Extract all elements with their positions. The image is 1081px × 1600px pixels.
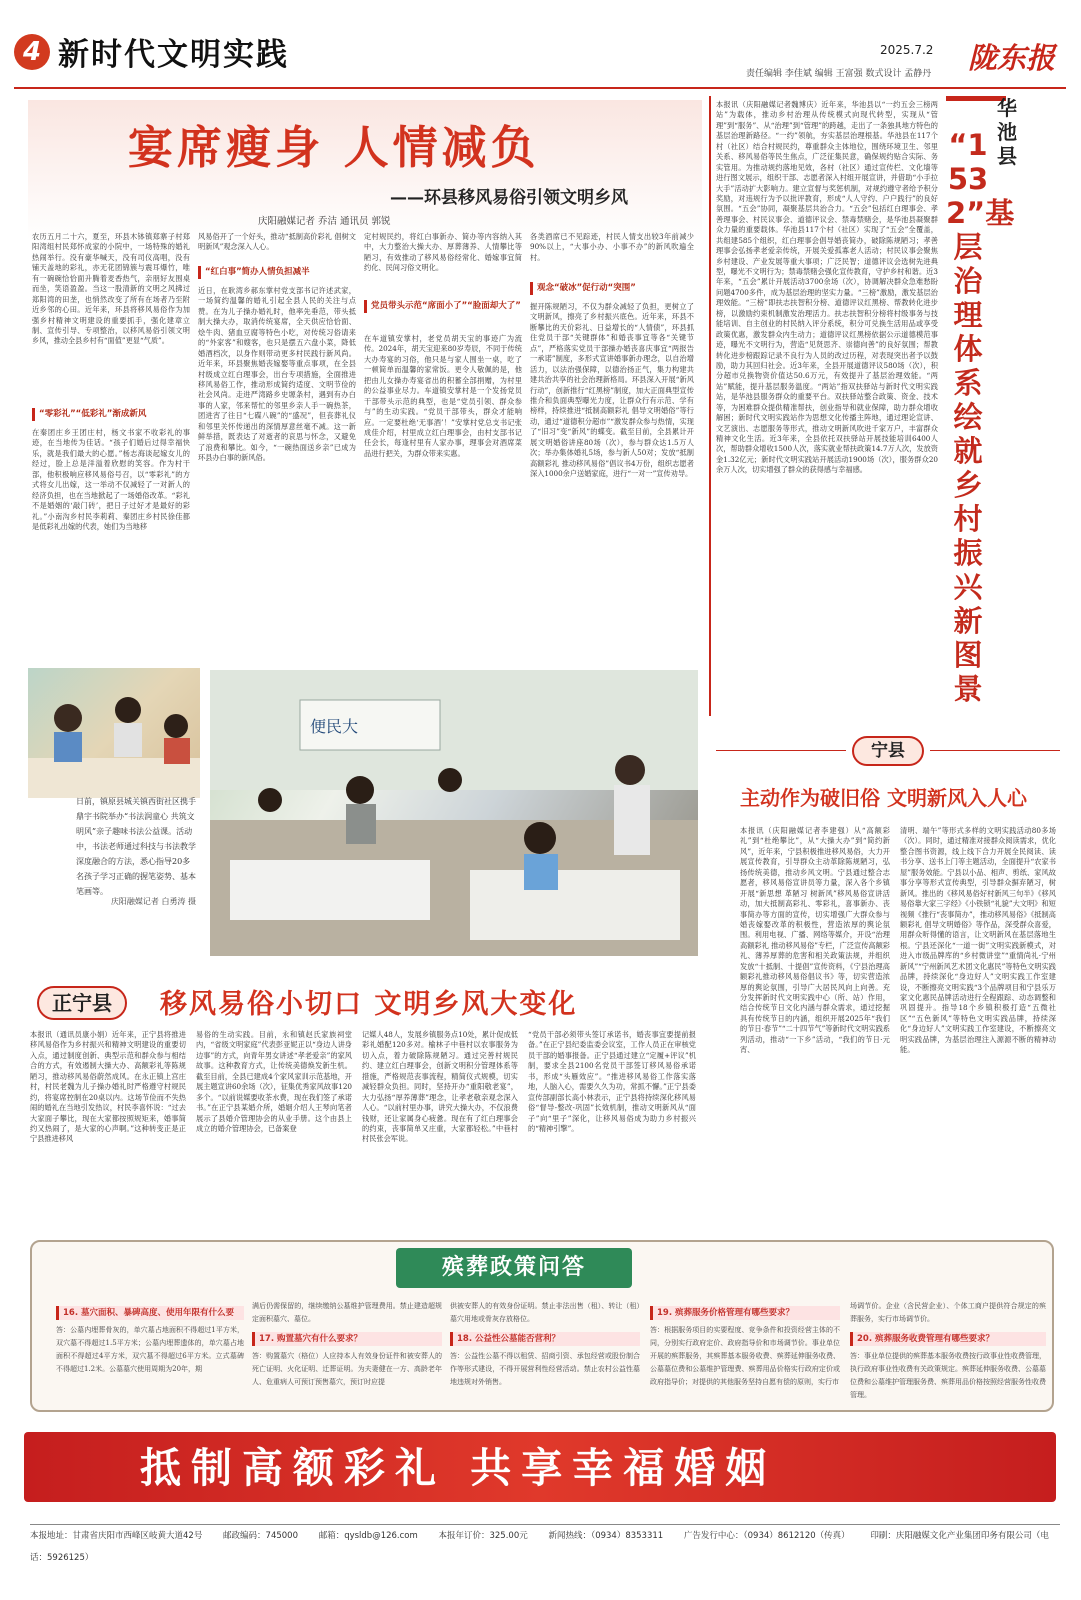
ningxian-rule-left <box>716 750 846 751</box>
answer-17-continued: 供被安葬人的有效身份证明。禁止非法出售（租）、转让（租）墓穴用地或骨灰存放格位。 <box>450 1302 640 1323</box>
footer-ad-center: 广告发行中心：（0934）8612120（传真） <box>683 1531 850 1541</box>
children-calligraphy-illustration <box>28 668 200 798</box>
question-16: 16. 墓穴面积、暴碑高度、使用年限有什么要 <box>56 1306 244 1320</box>
huachi-body: 本报讯（庆阳融媒记者魏博庆）近年来，华池县以“一约五会三榜两站”为载体，推动乡村治理从传统模式向现代转型，实现从“管理”到“服务”、从“治理”到“管理”的跨越，走出了一条独具地方特色的基层治理新路径。“一约”领航，夯实基层治理根基。华池县在117个村（社区）结合村规民约，尊重群众主体地位，围绕环境卫生、邻里关系、移风易俗等民生焦点，广泛征集民意，确保规约贴合实际、务实管用。为推动规约落地见效，各村（社区）通过宣传栏、文化墙等进行图文展示，组织干部、志愿者深入村组开展宣讲，并借助“小手拉大手”活动扩大影响力。建立宣督与奖惩机制，对规约遵守者给予积分奖励，对违规行为予以批评教育，形成“人人守约、户户践行”的良好氛围。“五会”协同，凝聚基层共治合力。“五会”包括红白理事会、孝善理事会、村民议事会、道德评议会、禁毒禁赌会，是华池县凝聚群众力量的重要载体。华池县117个村（社区）实现了“五会”全覆盖，共组建585个组织，红白理事会倡导婚丧简办，破除陈规陋习；孝善理事会弘扬孝老爱亲传统，开展关爱孤寡老人活动；村民议事会聚焦乡村建设、产业发展等重大事项；广泛民智；道德评议会选树先进典型，曝光不文明行为；禁毒禁赌会强化宣传教育，守护乡村和谐。近3年来，“五会”累计开展活动3700余场（次），协调解决群众急难愁盼问题4700多件，成为基层治理的坚实力量。“三榜”激励，激发基层治理效能。“三榜”即扶志扶智积分榜、道德评议红黑榜、帮教转化进步榜，以激励约束机制激发治理活力。扶志扶智积分榜将村级事务与技能培训、自主创业的村民纳入评分系统，积分可兑换生活用品或享受政策优惠，激发群众内生动力；道德评议红黑榜依据公示道德模范事迹，曝光不文明行为，营造“见贤思齐、崇德向善”的良好氛围；帮教转化进步榜跟踪记录不良行为人员的改过历程，对表现突出者予以鼓励，助力其回归社会。近3年来，全县开展道德评议580场（次），积分超市兑换物资价值达50.6万元，有效提升了基层治理效能。“两站”赋能，提升基层服务温度。“两站”指双扶驿站与新时代文明实践站，是华池县服务群众的重要平台。双扶驿站整合政策、资金、技术等，为困难群众提供精准帮扶，创业指导和就业保障，助力群众增收解困；新时代文明实践站作为思想文化传播主阵地，通过理论宣讲、文艺演出、志愿服务等形式，推动文明新风吹进千家万户，丰富群众精神文化生活。近3年来，全县依托双扶驿站开展技能培训6400人次，帮助群众增收1500人次，落实就业帮扶政策14.7万人次，发放资金1.32亿元；新时代文明实践站开展活动1900场（次），服务群众20余万人次，切实增强了群众的获得感与幸福感。 <box>716 100 938 475</box>
classroom-photo <box>210 670 698 956</box>
footer-printer: 印刷：庆阳融媒文化产业集团印务有限公司（电话：5926125） <box>30 1531 1049 1563</box>
zhengning-headline: 移风易俗小切口 文明乡风大变化 <box>160 989 578 1020</box>
newspaper-logo: 陇东报 <box>968 41 1056 75</box>
question-19: 19. 殡葬服务价格管理有哪些要求？ <box>650 1306 840 1320</box>
zhengning-county-badge: 正宁县 <box>37 986 127 1020</box>
zhengning-column-1: 本报讯（通讯员康小娟）近年来，正宁县将推进移风易俗作为乡村振兴和精神文明建设的重要切入点，通过制度创新、典型示范和群众参与相结合的方式，有效遏制大操大办、高额彩礼等陈规陋习，推动移风易俗蔚然成风。在永正镇上宫庄村，村民老魏为儿子操办婚礼时严格遵守村规民约，将宴席控制在20桌以内。这场节俭而不失热闹的婚礼在当地引发热议，村民李喜怀说：“过去大家面子攀比，现在大家都按照规矩来，婚事简约又热闹了，是大家的心声啊。”这种转变正是正宁县推进移风 <box>30 1030 186 1144</box>
footer-price: 本报年订价：325.00元 <box>438 1531 528 1541</box>
huachi-county-label: 华池县 <box>997 96 1017 168</box>
lead-subhead-1: “零彩礼”“低彩礼”渐成新风 <box>32 408 190 421</box>
policy-qa-title: 殡葬政策问答 <box>396 1248 632 1288</box>
section-title: 新时代文明实践 <box>58 37 289 73</box>
answer-16: 答：公墓内埋葬骨灰的，单穴墓占地面积不得超过1平方米，双穴墓不得超过1.5平方米；公墓内埋葬遗体的，单穴墓占地面积不得超过4平方米，双穴墓不得超过6平方米。立式墓碑不得超过1.2米。公墓墓穴使用周期为20年，期 <box>56 1326 244 1373</box>
lead-subhead-2: “红白事”简办人情负担减半 <box>198 266 356 279</box>
photo-caption: 日前，镇原县城关镇西街社区携手鼎宇书院举办“书法润童心 共筑文明风”亲子趣味书法公益课。活动中，书法老师通过科技与书法教学深度融合的方法，悉心指导20多名孩子学习正确的握笔姿势、基本笔画等。 <box>76 797 196 896</box>
classroom-illustration <box>210 670 698 956</box>
ningxian-rule-right <box>930 750 1060 751</box>
answer-16-continued: 满后仍需保留的，继续缴纳公墓维护管理费用。禁止建造超规定面积墓穴、墓位。 <box>252 1302 442 1323</box>
lead-column-2: 风易俗开了一个好头，推动“抵制高价彩礼 倡树文明新风”观念深入人心。 <box>198 232 356 252</box>
lead-headline: 宴席瘦身 人情减负 <box>128 121 540 174</box>
lead-column-1: 农历五月二十六，夏至，环县木钵镇郑寨子村郑阳湾组村民郑怀成家的小院中，一场特殊的婚礼热闹举行。没有豪华喊天，没有司仪高唱，没有铺天盖地的彩礼，亦无花团锦簇与震耳爆竹，唯有一碗碗恰恰面升腾着麦香热气，亲朋好友围桌而坐，笑语盈盈。当这一股清新的文明之风拂过郑阳湾的田垄，也悄然改变了所有在场者乃至附近乡邻的心田。近年来，环县将移风易俗作为加强乡村精神文明建设的重要抓手，强化建章立制、宣传引导、专项整治，以移风易俗引领文明乡风，推动全县乡村有“面值”更显“气质”。 <box>32 232 190 346</box>
huachi-headline: “1532”基层治理体系绘就乡村振兴新图景 <box>946 128 1015 706</box>
header-divider <box>14 87 1066 89</box>
ningxian-headline: 主动作为破旧俗 文明新风入人心 <box>740 786 1027 810</box>
answer-19: 答：根据服务项目的实要程度、竞争条件和投资经营主体的不同，分别实行政府定价、政府指导价和市场调节价。事业单位开展的殡葬服务，其殡葬基本服务收费、殡葬延伸服务收费、公墓墓位费和公墓维护管理费、殡葬用品价格实行政府定价或政府指导价；对提供的其他服务坚持自愿有偿的原则，实行市 <box>650 1326 840 1386</box>
photo-credit: 庆阳融媒记者 白勇涛 摄 <box>110 897 196 906</box>
question-18: 18. 公益性公墓能否营利？ <box>450 1332 640 1346</box>
lead-column-4: 各类酒席已不见踪迹，村民人情支出较3年前减少90%以上，“大事小办、小事不办”的新风吹遍全村。 <box>530 232 694 262</box>
page-number: 4 <box>14 34 50 70</box>
question-17: 17. 购置墓穴有什么要求？ <box>252 1332 442 1346</box>
footer-newsline: 新闻热线：（0934）8353311 <box>548 1531 664 1541</box>
classroom-sign: 便民大 <box>310 717 359 736</box>
footer-address: 本报地址：甘肃省庆阳市西峰区岐黄大道42号 <box>30 1531 203 1541</box>
answer-18: 答：公益性公墓不得以租赁、招商引资、承包经营或股份制合作等形式建设，不得开展营利性经营活动。禁止农村公益性墓地违规对外销售。 <box>450 1352 640 1386</box>
lead-byline: 庆阳融媒记者 乔洁 通讯员 郭锐 <box>258 216 391 227</box>
lead-column-1b: 在秦团庄乡王团庄村，杨文书家不收彩礼的事迹，在当地传为佳话。“孩子们婚后过得幸福快乐，就是我们最大的心愿。”杨志海谈起嫁女儿的经过，脸上总是洋溢着欣慰的笑容。作为村干部，他积极响应移风易俗号召，以“零彩礼”的方式将女儿出嫁，这一举动不仅减轻了一对新人的经济负担，也在当地掀起了一场婚俗改革。“彩礼不是婚姻的‘敲门砖’，把日子过好才是最好的彩礼。”小南沟乡村民李莉莉、秦团庄乡村民徐佳都是低彩礼出嫁的代表，她们为当地移 <box>32 428 190 531</box>
ningxian-column-1: 本报讯（庆阳融媒记者李建强）从“高额彩礼”到“杜绝攀比”，从“大操大办”到“简约新风”，近年来，宁县积极推进移风易俗，大力开展宣传教育，引导群众主动革除陈规陋习，弘扬传统美德，推动乡风文明。宁县通过整合志愿者，移风易俗宣讲员等力量，深入各个乡镇开展“新思想 革陋习 树新风”移风易俗宣讲活动，加大抵制高彩礼、零彩礼，喜事新办、丧事简办等方面的宣传，切实增强广大群众参与婚丧嫁娶改革的积极性，营造浓厚的舆论氛围。利用电视、广播、网络等媒介，开设“治理高额彩礼 推动移风易俗”专栏，广泛宣传高额彩礼、薄养厚葬的危害和相关政策法规，并组织发放“十抵制、十提倡”宣传资料，《宁县治理高额彩礼推动移风易俗倡议书》等，切实营造浓厚的舆论氛围，引导广大居民风向上向善。充分发挥新时代文明实践中心（所、站）作用，结合传统节日文化内涵与群众需求，通过挖掘具有传统节日的内涵，组织开展2025年“我们的节日·春节”“二十四节气”等新时代文明实践系列活动，推动“一下乡”活动，“我们的节日·元宵、 <box>740 826 890 1055</box>
children-calligraphy-photo <box>28 668 200 798</box>
ningxian-column-2: 清明、端午”等形式多样的文明实践活动80多场（次）。同时，通过精准对接群众阅读需求，优化整合图书资源，线上线下合力开展全民阅读、读书分享、送书上门等主题活动，全面提升“农家书屋”服务效能。宁县以小品、相声、剪纸、家风故事分享等形式宣传典型，引导群众摒弃陋习，树新风。推出的《移风易俗好村新风三句半》《移风易俗靠大家三字经》《小铁锁“礼貌”大文明》和短视频《推行“丧事简办”，推动移风易俗》《抵制高额彩礼 倡导文明婚俗》等作品，深受群众喜爱，用群众听得懂的语言，让文明新风在基层落地生根。宁县还深化“一道一街”文明实践新模式，对进入市级品牌库的“乡村微讲堂”“重情尚礼·宁州新风”“宁州新风艺术团文化惠民”等特色文明实践品牌，持续深化“身边好人”文明实践工作室建设，不断擦亮文明实践“3个品牌项目和宁县乐万家文化惠民品牌活动进行全程跟踪、动态调整和巩固提升。指导18个乡镇积极打造“五微社区”“五色新风”等特色文明实践品牌，持续深化“身边好人”文明实践工作室建设，不断擦亮文明实践品牌，为基层治理注入源源不断的精神动能。 <box>900 826 1056 1055</box>
footer-postcode: 邮政编码：745000 <box>223 1531 298 1541</box>
right-column-rule <box>709 96 711 716</box>
page-footer <box>30 1524 1060 1563</box>
lead-column-2b: 近日，在耿湾乡郝东掌村党支部书记许述武家，一场简约温馨的婚礼引起全县人民的关注与点赞。在为儿子操办婚礼时，他率先垂范，带头抵制大操大办，取消传统宴席，全天供应恰恰面、烩牛肉、猪血豆腐等特色小吃，对传统习俗请来的“外家客”和嫂客，也只是摆五六盘小菜，降低婚酒档次，以身作则带动更多村民践行新风尚。近年来，环县聚焦婚丧嫁娶等重点事项，在全县村级成立红白理事会，出台专项措施，全面推进移风易俗工作，推动形成简约适度、文明节俭的社会风尚。走进严湾路乡史塬条村，遇到有办白事的人家，邻来帮忙的邻里乡亲人手一碗热茶，团进宵了往日“七碟八碗”的“盛况”，但丧葬礼仪和邻里关怀传递出的深情厚意丝毫不减。这一新鲜举措，既表达了对逝者的哀思与怀念，又避免了浪费和攀比。如今，“一碗热面送乡亲”已成为环县办白事的新风俗。 <box>198 286 356 462</box>
zhengning-column-4: “党员干部必须带头签订承诺书，婚丧事宜要提前报备。”在正宁县纪委监委会议室，工作人员正在审核党员干部的婚事报备。正宁县通过建立“定履+评议”机制，要求全县2100名党员干部签订移风易俗承诺书，形成“头雁效应”。“推进移风易俗工作落实落地，人脑入心，需要久久为功，常抓不懈。”正宁县委宣传部副部长高小林表示，正宁县将持续深化移风易俗“督导-整改-巩固”长效机制，推动文明新风从“面子”向“里子”深化，让移风易俗成为助力乡村振兴的“精神引擎”。 <box>528 1030 696 1133</box>
footer-email: 邮箱：qysldb@126.com <box>318 1531 418 1541</box>
lead-subhead-4: 观念“破冰”促行动“突围” <box>530 282 694 295</box>
ningxian-county-badge: 宁县 <box>852 736 924 766</box>
lead-subhead-3: 党员带头示范“席面小了”“脸面却大了” <box>364 300 522 313</box>
lead-column-3: 定村规民约，将红白事新办、简办等内容纳入其中，大力整治大操大办、厚葬薄养、人情攀比等陋习，有效推动了移风易俗经常化、婚嫁事宜简约化、民间习俗文明化。 <box>364 232 522 273</box>
lead-subheadline: ——环县移风易俗引领文明乡风 <box>390 188 628 208</box>
zhengning-column-2: 易俗的生动实践。目前，永和镇赵氏家族祠堂内，“省级文明家庭”代表彭亚妮正以“身边人讲身边事”的方式，向青年男女讲述“孝老爱亲”的家风故事。这种教育方式，让传统美德焕发新生机。截至目前，全县已建成4个家风家训示范基地，开展主题宣讲60余场（次），征集优秀家风故事120多个。“以前说媒要收茶水费，现在我们签了承诺书。”在正宁县某婚介所，婚姻介绍人王琴向笔者展示了县婚介管理协会的从业手册。这个由县上成立的婚介管理协会，已备案登 <box>196 1030 352 1133</box>
lead-column-3b: 在车道镇安掌村，老党员胡天宝的事迹广为流传。2024年，胡天宝迎来80岁寿辰，不同于传统大办寿宴的习俗，他只是与家人围坐一桌，吃了一顿简单而温馨的家常饭。更令人敬佩的是，他把由儿女操办寿宴省出的积蓄全部捐赠，为村里的公益事业尽力。车道镇安掌村是一个发扬党员干部带头示范的典型，也是“党员引领、群众参与”的生动实践。“党员干部带头，群众才能响应。一定要杜绝‘无事酒’！”安掌村党总支书记张成佳介绍，村里成立红白理事会，由村支部书记任会长，每逢村里有人家办事，理事会对酒席菜品进行把关，为群众带来实惠。 <box>364 334 522 458</box>
answer-17: 答：购置墓穴（格位）人应持本人有效身份证件和被安葬人的死亡证明、火化证明、迁葬证明。为夫妻健在一方、高龄老年人、危重病人可预订预售墓穴，预订时应提 <box>252 1352 442 1386</box>
slogan-text: 抵制高额彩礼 共享幸福婚姻 <box>140 1444 777 1492</box>
answer-19-continued: 场调节价。企业（含民营企业）、个体工商户提供符合规定的殡葬服务，实行市场调节价。 <box>850 1302 1046 1323</box>
lead-column-4b: 握开陈规陋习，不仅为群众减轻了负担，更树立了文明新风，擦亮了乡村振兴底色。近年来，环县不断攀比的天价彩礼、日益增长的“人情债”，环县抓住党员干部“关键群体”和婚丧事宜等各“关键节点”，严格落实党员干部操办婚丧喜庆事宜“两报告一承诺”制度，多形式宣讲婚事新办理念，以自治增活力，以法治强保障，以德治扬正气，集力构建共建共治共享的社会治理新格局。环县深入开展“新风行动”，创新推行“红黑榜”制度，加大正面典型宣传推介和负面典型曝光力度，让群众行有示范、学有榜样，持续推进“抵制高额彩礼 倡导文明婚俗”等行动，通过“道德积分超市”“激发群众参与热情，实现了“旧习”变“新风”的蝶变。截至目前，全县累计开展文明婚俗讲座80场（次），参与群众达1.5万人次；举办集体婚礼5场，参与新人50对；发放“抵制高额彩礼 推动移风易俗”倡议书4万份，组织志愿者深入1000余户送婚家庭，进行“一对一”宣传劝导。 <box>530 302 694 478</box>
issue-date: 2025.7.2 <box>880 43 934 57</box>
editor-credits: 责任编辑 李佳斌 编辑 王富强 数式设计 孟静丹 <box>746 69 932 79</box>
answer-20: 答：事业单位提供的殡葬基本服务收费按行政事业性收费管理，执行政府事业性收费有关政策规定。殡葬延伸服务收费、公墓墓位费和公墓维护管理服务费、殡葬用品价格按照经营服务性收费管理。 <box>850 1352 1046 1399</box>
question-20: 20. 殡葬服务收费管理有哪些要求？ <box>850 1332 1046 1346</box>
zhengning-column-3: 记媒人48人，发展乡镇服务点10处，累计促成低彩礼婚配120多对。榆林子中巷村以农事服务为切入点，着力破除陈规陋习。通过完善村规民约、建立红白理事会，创新文明积分管理体系等措施，严格规范丧事流程，精简仪式规模，切实减轻群众负担。同时，坚持开办“重阳敬老宴”，大力弘扬“厚养薄葬”理念，让孝老敬亲观念深入人心。“以前村里办事，讲究大操大办，不仅浪费钱财，还让家属身心疲惫。现在有了红白理事会的约束，丧事简单又庄重，大家都轻松。”中巷村村民张会军说。 <box>362 1030 518 1144</box>
